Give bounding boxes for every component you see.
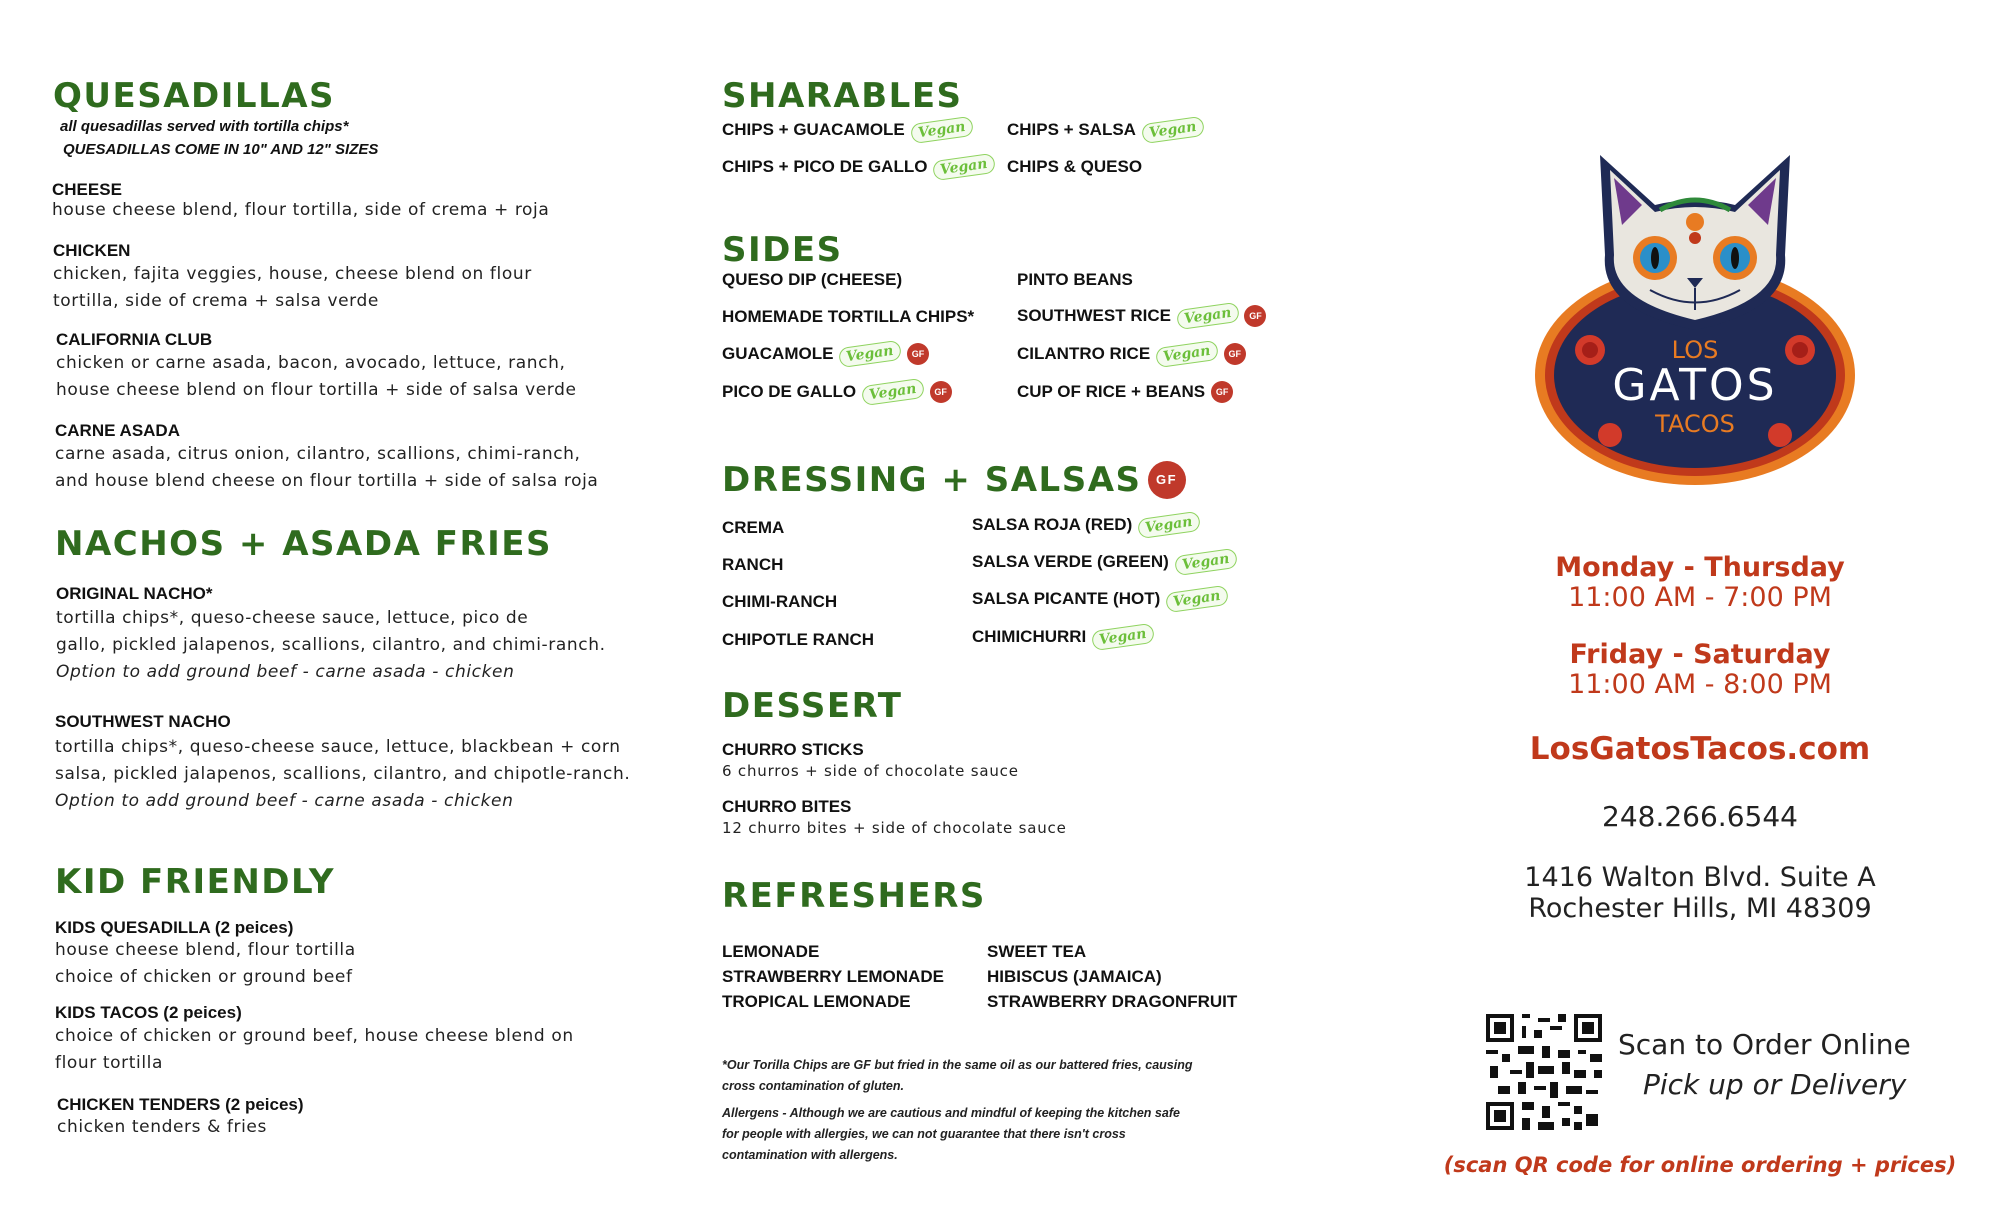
dressing-item: CHIMICHURRI Vegan <box>972 627 1154 647</box>
dressing-item: SALSA VERDE (GREEN) Vegan <box>972 552 1236 572</box>
menu-item-desc: chicken, fajita veggies, house, cheese blend on flour tortilla, side of crema + salsa verde <box>53 264 532 311</box>
vegan-badge-icon: Vegan <box>1174 548 1238 576</box>
menu-item-name: CALIFORNIA CLUB <box>56 330 213 349</box>
menu-item-name: CHURRO BITES <box>722 797 852 816</box>
vegan-badge-icon: Vegan <box>1165 585 1229 613</box>
address: 1416 Walton Blvd. Suite A Rochester Hills, MI 48309 <box>1524 862 1876 924</box>
quesadillas-title: QUESADILLAS <box>53 76 336 116</box>
menu-item-name: KIDS TACOS (2 peices) <box>55 1003 242 1022</box>
refresher-item: SWEET TEA <box>987 942 1087 961</box>
menu-item-desc: chicken or carne asada, bacon, avocado, lettuce, ranch, house cheese blend on flour tortilla + side of salsa verde <box>56 353 577 400</box>
menu-item-desc: choice of chicken or ground beef, house cheese blend on flour tortilla <box>55 1026 574 1073</box>
menu-item-name: CHICKEN TENDERS (2 peices) <box>57 1095 304 1114</box>
hours-time-weekend: 11:00 AM - 8:00 PM <box>1568 669 1832 700</box>
pickup-delivery-text: Pick up or Delivery <box>1643 1068 1907 1101</box>
sides-item: SOUTHWEST RICE Vegan GF <box>1017 305 1266 327</box>
menu-item-desc: chicken tenders & fries <box>57 1117 267 1137</box>
gluten-free-icon: GF <box>1224 343 1246 365</box>
sharables-item: CHIPS + SALSA Vegan <box>1007 120 1203 140</box>
menu-item-name: CHICKEN <box>53 241 131 260</box>
qr-code-icon[interactable] <box>1486 1014 1602 1130</box>
scan-order-text: Scan to Order Online <box>1618 1028 1911 1061</box>
refresher-item: STRAWBERRY DRAGONFRUIT <box>987 992 1238 1011</box>
logo-tacos: TACOS <box>1655 410 1735 438</box>
scan-qr-note: (scan QR code for online ordering + prices) <box>1443 1153 1957 1177</box>
dressing-item: RANCH <box>722 555 784 574</box>
sides-item: CUP OF RICE + BEANS GF <box>1017 381 1233 403</box>
vegan-badge-icon: Vegan <box>1091 623 1155 651</box>
logo-los: LOS <box>1671 336 1719 364</box>
chips-footnote: *Our Torilla Chips are GF but fried in the same oil as our battered fries, causing cross contamination of gluten. <box>722 1058 1193 1093</box>
dressing-item: CHIPOTLE RANCH <box>722 630 875 649</box>
menu-item-name: ORIGINAL NACHO* <box>56 584 213 603</box>
sides-item: PICO DE GALLO Vegan GF <box>722 381 952 403</box>
los-gatos-logo <box>1530 150 1860 495</box>
vegan-badge-icon: Vegan <box>838 340 902 368</box>
refreshers-title: REFRESHERS <box>722 876 986 916</box>
dressing-item: CHIMI-RANCH <box>722 592 838 611</box>
gluten-free-icon: GF <box>1244 305 1266 327</box>
gluten-free-icon: GF <box>1211 381 1233 403</box>
sides-item: PINTO BEANS <box>1017 270 1133 289</box>
refresher-item: STRAWBERRY LEMONADE <box>722 967 944 986</box>
menu-item-name: CARNE ASADA <box>55 421 180 440</box>
sharables-item: CHIPS + PICO DE GALLO Vegan <box>722 157 995 177</box>
kids-title: KID FRIENDLY <box>55 862 336 902</box>
sharables-item: CHIPS & QUESO <box>1007 157 1143 176</box>
dressing-item: SALSA ROJA (RED) Vegan <box>972 515 1200 535</box>
menu-item-desc: tortilla chips*, queso-cheese sauce, lettuce, pico de gallo, pickled jalapenos, scallions, cilantro, and chimi-ranch. Option to add ground beef - carne asada - chicken <box>56 608 606 682</box>
dressing-item: CREMA <box>722 518 785 537</box>
menu-item-desc: house cheese blend, flour tortilla, side of crema + roja <box>52 200 550 220</box>
hours-time-weekday: 11:00 AM - 7:00 PM <box>1568 582 1832 613</box>
vegan-badge-icon: Vegan <box>1137 511 1201 539</box>
refresher-item: TROPICAL LEMONADE <box>722 992 911 1011</box>
gluten-free-icon: GF <box>907 343 929 365</box>
website-link[interactable]: LosGatosTacos.com <box>1529 731 1871 767</box>
nachos-title: NACHOS + ASADA FRIES <box>55 524 552 564</box>
menu-item-desc: carne asada, citrus onion, cilantro, scallions, chimi-ranch, and house blend cheese on flour tortilla + side of salsa roja <box>55 444 599 491</box>
menu-item-desc: 6 churros + side of chocolate sauce <box>722 762 1019 780</box>
quesadillas-note-chips: all quesadillas served with tortilla chips* <box>60 118 349 135</box>
dressing-title: DRESSING + SALSAS GF <box>722 460 1186 500</box>
menu-item-desc: tortilla chips*, queso-cheese sauce, lettuce, blackbean + corn salsa, pickled jalapenos, scallions, cilantro, and chipotle-ranch. Option to add ground beef - carne asada - chicken <box>55 737 631 811</box>
logo-gatos: GATOS <box>1612 360 1778 411</box>
vegan-badge-icon: Vegan <box>1141 116 1205 144</box>
vegan-badge-icon: Vegan <box>910 116 974 144</box>
vegan-badge-icon: Vegan <box>861 378 925 406</box>
menu-item-name: SOUTHWEST NACHO <box>55 712 231 731</box>
menu-item-name: CHURRO STICKS <box>722 740 864 759</box>
gluten-free-icon: GF <box>930 381 952 403</box>
quesadillas-note-sizes: QUESADILLAS COME IN 10" AND 12" SIZES <box>63 141 379 158</box>
hours-days-weekday: Monday - Thursday <box>1555 552 1845 583</box>
refresher-item: HIBISCUS (JAMAICA) <box>987 967 1162 986</box>
vegan-badge-icon: Vegan <box>1155 340 1219 368</box>
sides-item: CILANTRO RICE Vegan GF <box>1017 343 1246 365</box>
gluten-free-icon: GF <box>1148 461 1186 499</box>
phone-number[interactable]: 248.266.6544 <box>1602 800 1798 833</box>
menu-item-desc: 12 churro bites + side of chocolate sauce <box>722 819 1067 837</box>
vegan-badge-icon: Vegan <box>932 153 996 181</box>
hours-days-weekend: Friday - Saturday <box>1569 639 1831 670</box>
allergens-footnote: Allergens - Although we are cautious and mindful of keeping the kitchen safe for people with allergies, we can not guarantee that there isn't cross contamination with allergens. <box>722 1106 1180 1162</box>
dessert-title: DESSERT <box>722 686 903 726</box>
sides-item: HOMEMADE TORTILLA CHIPS* <box>722 307 975 326</box>
vegan-badge-icon: Vegan <box>1176 302 1240 330</box>
menu-item-name: KIDS QUESADILLA (2 peices) <box>55 918 294 937</box>
menu-item-name: CHEESE <box>52 180 122 199</box>
sharables-title: SHARABLES <box>722 76 963 116</box>
dressing-item: SALSA PICANTE (HOT) Vegan <box>972 589 1228 609</box>
sharables-item: CHIPS + GUACAMOLE Vegan <box>722 120 972 140</box>
menu-item-desc: house cheese blend, flour tortilla choice of chicken or ground beef <box>55 940 356 987</box>
sides-title: SIDES <box>722 230 843 270</box>
sides-item: QUESO DIP (CHEESE) <box>722 270 903 289</box>
sides-item: GUACAMOLE Vegan GF <box>722 343 929 365</box>
refresher-item: LEMONADE <box>722 942 820 961</box>
